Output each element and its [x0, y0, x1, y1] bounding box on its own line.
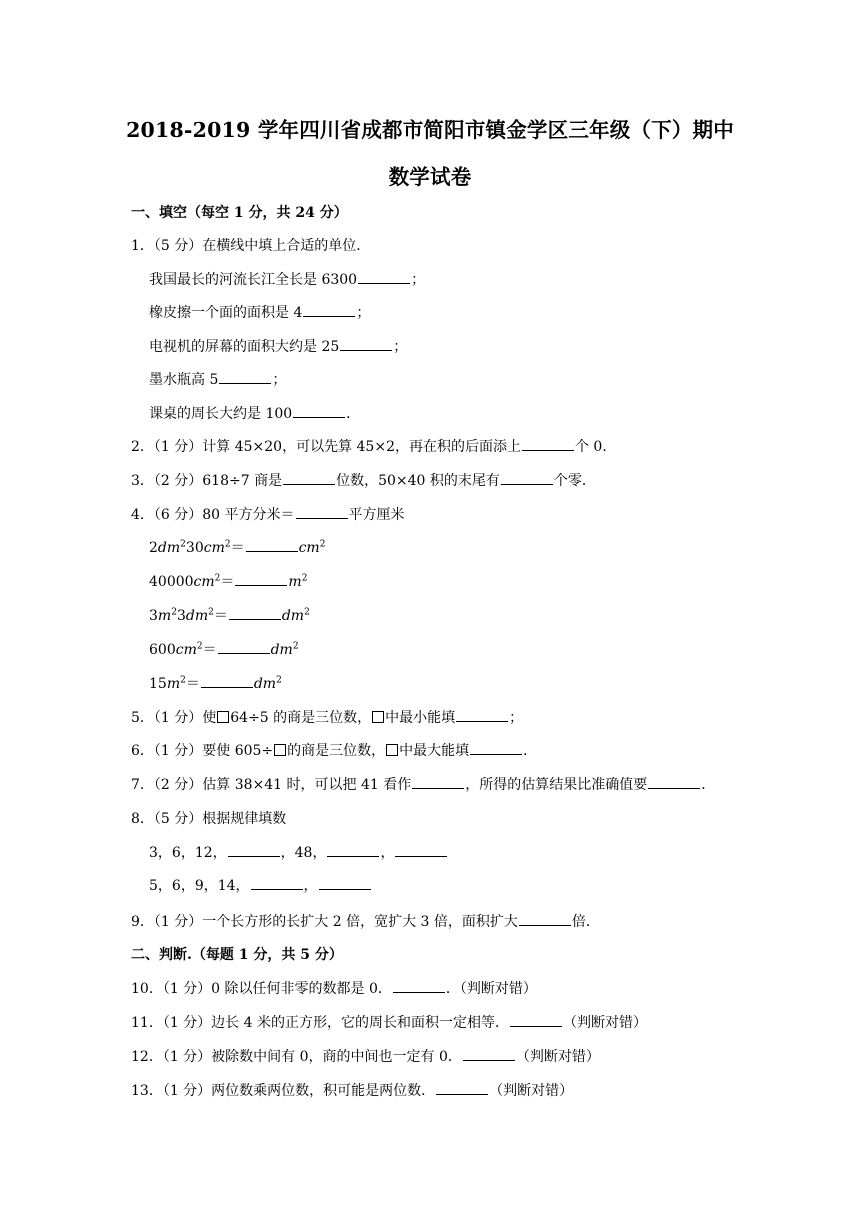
answer-blank[interactable] — [456, 708, 508, 722]
q1a-text: 我国最长的河流长江全长是 6300 — [149, 272, 358, 288]
equals-sign: ＝ — [230, 540, 245, 556]
q4c-unit-2: dm — [185, 608, 209, 624]
question-8-stem: 8．（5 分）根据规律填数 — [131, 811, 287, 827]
q4d-num: 600 — [149, 642, 176, 658]
exam-title-line-1: 2018-2019 学年四川省成都市简阳市镇金学区三年级（下）期中 — [126, 118, 734, 142]
q4-tail: 平方厘米 — [348, 507, 405, 523]
section-heading-fill-in: 一、填空（每空 1 分，共 24 分） — [131, 205, 348, 221]
answer-blank[interactable] — [395, 843, 447, 857]
q5-text: 5．（1 分）使 — [131, 710, 217, 726]
q8a-sep: ， — [380, 845, 395, 861]
question-13 — [131, 1081, 573, 1101]
q1c-punct: ； — [393, 339, 408, 355]
q4e-unit: m — [166, 676, 181, 692]
q4a-unit: dm — [157, 540, 181, 556]
q3-text: 3．（2 分）618÷7 商是 — [131, 473, 283, 489]
q4a-num: 2 — [149, 540, 158, 556]
question-4-item-d — [149, 640, 299, 660]
q9-text: 9．（1 分）一个长方形的长扩大 2 倍，宽扩大 3 倍，面积扩大 — [131, 914, 518, 930]
answer-blank[interactable] — [201, 674, 253, 688]
empty-box-symbol — [217, 711, 229, 723]
q5-mid-1: 64÷5 的商是三位数， — [230, 710, 372, 726]
answer-blank[interactable] — [296, 505, 348, 519]
equals-sign: ＝ — [202, 642, 217, 658]
q1b-text: 橡皮擦一个面的面积是 4 — [149, 305, 303, 321]
q4c-unit-3: dm — [281, 608, 305, 624]
question-1-item-b — [149, 303, 370, 323]
q4d-unit-2: dm — [270, 642, 293, 658]
q1d-text: 墨水瓶高 5 — [149, 372, 219, 388]
answer-blank[interactable] — [293, 404, 345, 418]
question-8-sequence-b — [149, 876, 372, 896]
q6-mid-1: 的商是三位数， — [287, 743, 386, 759]
question-3 — [131, 471, 596, 491]
q8a-mid: ，48， — [280, 845, 327, 861]
q7-mid: ，所得的估算结果比准确值要 — [465, 777, 648, 793]
q4e-unit-2: dm — [253, 676, 277, 692]
q9-tail: 倍． — [571, 914, 600, 930]
question-10 — [131, 979, 537, 999]
equals-sign: ＝ — [213, 608, 228, 624]
q8b-start: 5，6，9，14， — [149, 878, 250, 894]
question-4-item-b — [149, 572, 307, 592]
answer-blank[interactable] — [393, 979, 445, 993]
square-exponent: 2 — [292, 641, 299, 652]
answer-blank[interactable] — [229, 606, 281, 620]
answer-blank[interactable] — [358, 270, 410, 284]
q10-text: 10．（1 分）0 除以任何非零的数都是 0． — [131, 981, 392, 997]
q4c-num-2: 3 — [176, 608, 186, 624]
q7-text: 7．（2 分）估算 38×41 时，可以把 41 看作 — [131, 777, 412, 793]
question-4-item-a — [149, 538, 325, 558]
q4a-unit-2: cm — [203, 540, 225, 556]
q8a-start: 3，6，12， — [149, 845, 227, 861]
q13-text: 13．（1 分）两位数乘两位数，积可能是两位数． — [131, 1083, 436, 1099]
q4a-unit-3: cm — [298, 540, 320, 556]
answer-blank[interactable] — [519, 912, 571, 926]
q13-tail: （判断对错） — [489, 1083, 574, 1099]
q4c-unit: m — [157, 608, 172, 624]
answer-blank[interactable] — [412, 775, 464, 789]
q4d-unit: cm — [175, 642, 197, 658]
answer-blank[interactable] — [219, 370, 271, 384]
q2-text: 2．（1 分）计算 45×20，可以先算 45×2，再在积的后面添上 — [131, 439, 521, 455]
question-1-stem: 1．（5 分）在横线中填上合适的单位． — [131, 238, 371, 254]
answer-blank[interactable] — [327, 843, 379, 857]
q6-tail: ． — [523, 743, 538, 759]
answer-blank[interactable] — [648, 775, 700, 789]
q1c-text: 电视机的屏幕的面积大约是 25 — [149, 339, 340, 355]
q2-tail: 个 0． — [574, 439, 617, 455]
answer-blank[interactable] — [470, 741, 522, 755]
answer-blank[interactable] — [218, 640, 270, 654]
question-7 — [131, 775, 715, 795]
q4a-num-2: 30 — [185, 540, 204, 556]
answer-blank[interactable] — [340, 337, 392, 351]
question-4-item-c — [149, 606, 310, 626]
equals-sign: ＝ — [220, 574, 235, 590]
q1b-punct: ； — [356, 305, 371, 321]
q8b-sep: ， — [303, 878, 318, 894]
answer-blank[interactable] — [235, 572, 287, 586]
q5-mid-2: 中最小能填 — [385, 710, 456, 726]
question-9 — [131, 912, 600, 932]
square-exponent: 2 — [180, 539, 186, 550]
square-exponent: 2 — [214, 573, 221, 584]
question-1-item-c — [149, 337, 407, 357]
q4-text: 4．（6 分）80 平方分米＝ — [131, 507, 295, 523]
square-exponent: 2 — [301, 573, 308, 584]
q4e-num: 15 — [149, 676, 167, 692]
answer-blank[interactable] — [436, 1081, 488, 1095]
q7-tail: ． — [701, 777, 716, 793]
answer-blank[interactable] — [463, 1047, 515, 1061]
square-exponent: 2 — [319, 539, 326, 550]
square-exponent: 2 — [304, 607, 310, 618]
empty-box-symbol — [372, 711, 384, 723]
equals-sign: ＝ — [185, 676, 200, 692]
q12-tail: （判断对错） — [515, 1049, 600, 1065]
question-5 — [131, 708, 523, 728]
q6-mid-2: 中最大能填 — [399, 743, 470, 759]
answer-blank[interactable] — [319, 876, 371, 890]
question-4-item-e — [149, 674, 282, 694]
q11-tail: （判断对错） — [562, 1015, 647, 1031]
question-1-item-d — [149, 370, 286, 390]
q4b-unit-2: m — [288, 574, 302, 590]
q4b-num: 40000 — [149, 574, 194, 590]
q1a-punct: ； — [411, 272, 426, 288]
question-12 — [131, 1047, 600, 1067]
square-exponent: 2 — [171, 607, 177, 618]
q4b-unit: cm — [193, 574, 215, 590]
answer-blank[interactable] — [510, 1013, 562, 1027]
q3-tail: 个零． — [553, 473, 596, 489]
answer-blank[interactable] — [228, 843, 280, 857]
q4c-num: 3 — [149, 608, 158, 624]
square-exponent: 2 — [180, 675, 186, 686]
question-1-item-e — [149, 404, 360, 424]
answer-blank[interactable] — [522, 437, 574, 451]
q1e-punct: ． — [346, 406, 361, 422]
section-heading-true-false: 二、判断.（每题 1 分，共 5 分） — [131, 947, 343, 963]
question-6 — [131, 741, 537, 761]
answer-blank[interactable] — [501, 471, 553, 485]
square-exponent: 2 — [276, 675, 282, 686]
answer-blank[interactable] — [303, 303, 355, 317]
q6-text: 6．（1 分）要使 605÷ — [131, 743, 274, 759]
question-4 — [131, 505, 405, 525]
empty-box-symbol — [274, 744, 286, 756]
square-exponent: 2 — [196, 641, 203, 652]
answer-blank[interactable] — [283, 471, 335, 485]
exam-title-line-2: 数学试卷 — [388, 165, 472, 189]
question-11 — [131, 1013, 647, 1033]
q1e-text: 课桌的周长大约是 100 — [149, 406, 293, 422]
q3-mid: 位数，50×40 积的末尾有 — [336, 473, 500, 489]
square-exponent: 2 — [224, 539, 231, 550]
answer-blank[interactable] — [251, 876, 303, 890]
q1d-punct: ； — [272, 372, 287, 388]
question-1-item-a — [149, 270, 425, 290]
q5-tail: ； — [509, 710, 524, 726]
empty-box-symbol — [386, 744, 398, 756]
question-8-sequence-a — [149, 843, 448, 863]
q10-tail: ．（判断对错） — [445, 981, 537, 997]
answer-blank[interactable] — [246, 538, 298, 552]
q12-text: 12．（1 分）被除数中间有 0，商的中间也一定有 0． — [131, 1049, 462, 1065]
q11-text: 11．（1 分）边长 4 米的正方形，它的周长和面积一定相等． — [131, 1015, 509, 1031]
square-exponent: 2 — [208, 607, 214, 618]
question-2 — [131, 437, 616, 457]
